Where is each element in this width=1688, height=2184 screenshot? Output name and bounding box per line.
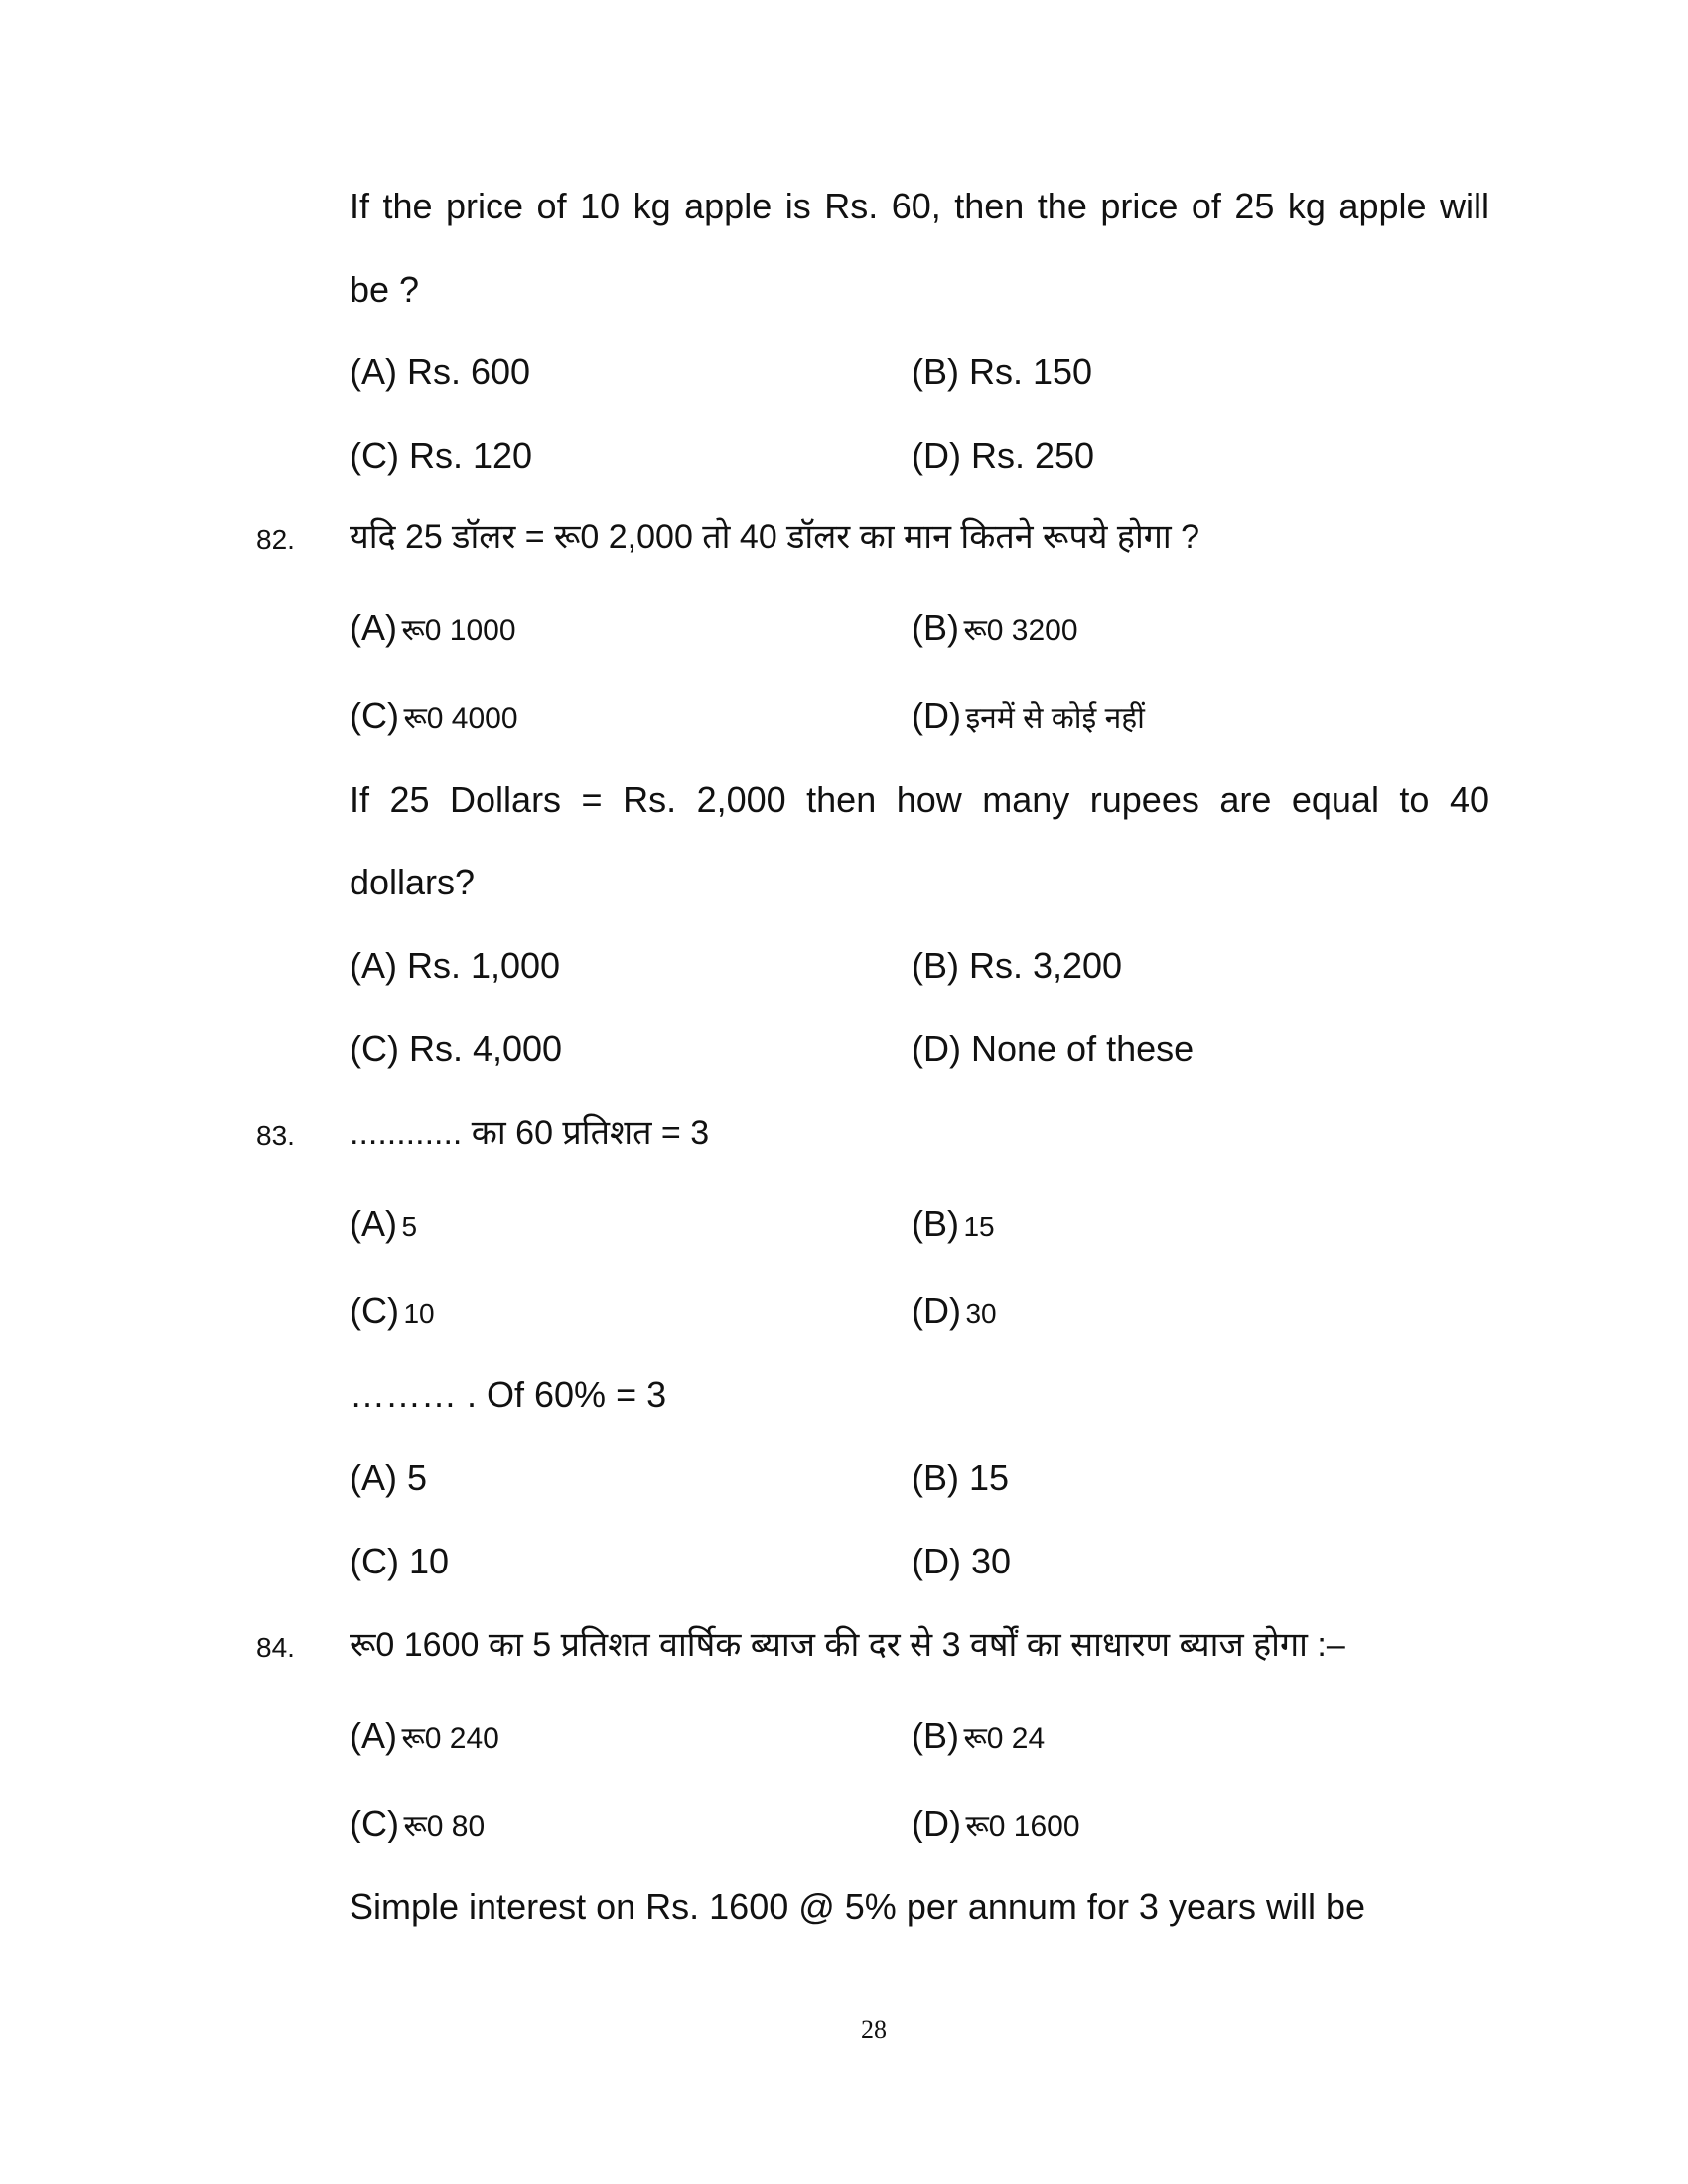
q83-english-option-c: (C) 10 — [350, 1541, 450, 1581]
q81-option-c: (C) Rs. 120 — [350, 435, 533, 476]
q84-hindi-option-b: (B) रू0 24 — [912, 1715, 1046, 1756]
q81-english-text-line1: If the price of 10 kg apple is Rs. 60, then the price of 25 kg apple will — [350, 186, 1489, 226]
q83-english-option-d: (D) 30 — [912, 1541, 1012, 1581]
q82-number: 82. — [256, 524, 295, 555]
q81-english-text-line2: be ? — [350, 269, 420, 310]
q82-hindi-option-c: (C) रू0 4000 — [350, 695, 518, 736]
q82-english-question-line1: If 25 Dollars = Rs. 2,000 then how many rupees are equal to 40 — [350, 779, 1489, 820]
q83-hindi-option-d: (D) 30 — [912, 1291, 997, 1331]
q83-english-option-b: (B) 15 — [912, 1457, 1010, 1498]
q83-hindi-option-c: (C) 10 — [350, 1291, 435, 1331]
q84-english-question: Simple interest on Rs. 1600 @ 5% per annum for 3 years will be — [350, 1886, 1366, 1927]
q82-hindi-option-b: (B) रू0 3200 — [912, 608, 1078, 648]
q83-english-option-a: (A) 5 — [350, 1457, 428, 1498]
q83-hindi-question: ............ का 60 प्रतिशत = 3 — [350, 1114, 710, 1152]
q81-option-a: (A) Rs. 600 — [350, 351, 531, 392]
q83-number: 83. — [256, 1120, 295, 1151]
page-number: 28 — [861, 2015, 887, 2044]
q82-hindi-question: यदि 25 डॉलर = रू0 2,000 तो 40 डॉलर का मान कितने रूपये होगा ? — [350, 518, 1200, 556]
q82-hindi-option-d: (D) इनमें से कोई नहीं — [912, 695, 1145, 736]
q82-english-option-b: (B) Rs. 3,200 — [912, 945, 1123, 986]
q81-option-b: (B) Rs. 150 — [912, 351, 1093, 392]
q83-hindi-option-a: (A) 5 — [350, 1203, 418, 1244]
q84-number: 84. — [256, 1632, 295, 1663]
q84-hindi-option-d: (D) रू0 1600 — [912, 1803, 1080, 1843]
q83-english-question: ……… . Of 60% = 3 — [350, 1374, 667, 1415]
q82-english-option-a: (A) Rs. 1,000 — [350, 945, 561, 986]
q82-hindi-option-a: (A) रू0 1000 — [350, 608, 516, 648]
q82-english-option-d: (D) None of these — [912, 1028, 1195, 1069]
q82-english-option-c: (C) Rs. 4,000 — [350, 1028, 563, 1069]
q83-hindi-option-b: (B) 15 — [912, 1203, 995, 1244]
q82-english-question-line2: dollars? — [350, 862, 476, 902]
q81-option-d: (D) Rs. 250 — [912, 435, 1095, 476]
q84-hindi-option-c: (C) रू0 80 — [350, 1803, 486, 1843]
q84-hindi-question: रू0 1600 का 5 प्रतिशत वार्षिक ब्याज की दर से 3 वर्षों का साधारण ब्याज होगा :– — [350, 1626, 1345, 1664]
q84-hindi-option-a: (A) रू0 240 — [350, 1715, 499, 1756]
